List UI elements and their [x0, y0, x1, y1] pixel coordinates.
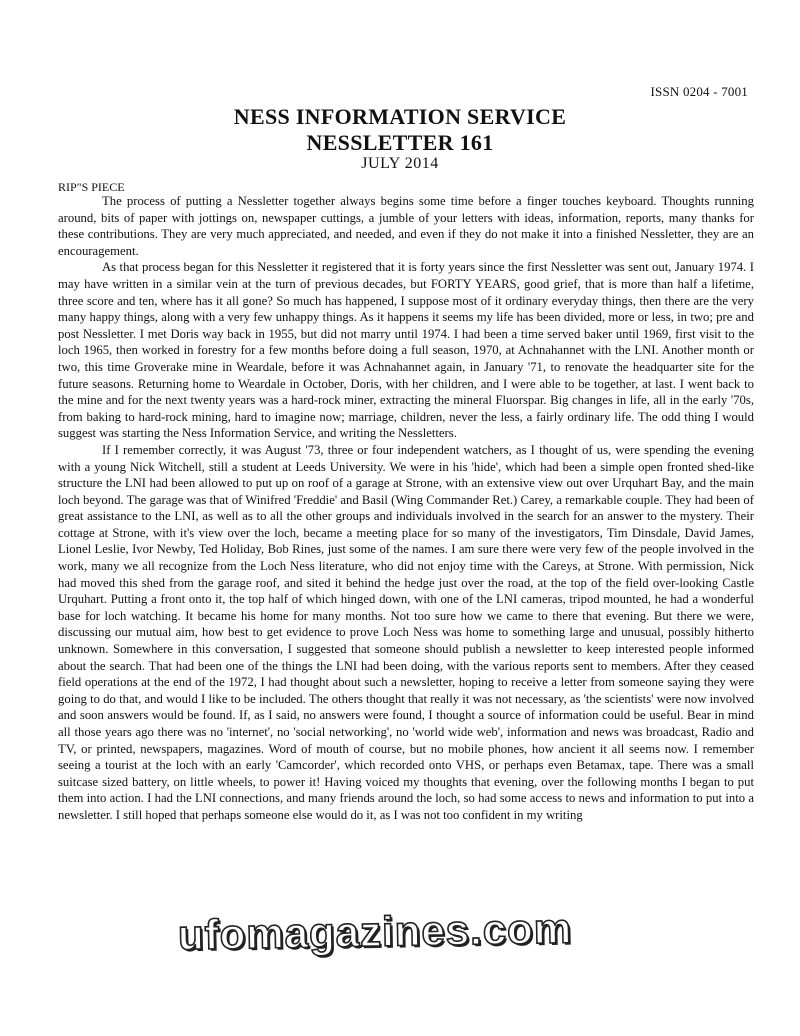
- section-heading: RIP"S PIECE: [58, 180, 125, 194]
- watermark: ufomagazines.com: [177, 904, 573, 959]
- article-body: [58, 193, 754, 824]
- issn-number: ISSN 0204 - 7001: [650, 84, 748, 99]
- issue-title: NESSLETTER 161: [306, 130, 494, 155]
- paragraph-3: If I remember correctly, it was August '73, three or four independent watchers, as I thought of us, were spending the evening with a young Nick Witchell, still a student at Leeds University. We were in his 'hide', which had been a simple open fronted shed-like structure the LNI had been allowed to put up on roof of a garage at Strone, with an extensive view out over Urquhart Bay, and the main loch beyond. The garage was that of Winifred 'Freddie' and Basil (Wing Commander Ret.) Carey, a remarkable couple. They had been of great assistance to the LNI, as well as to all the other groups and individuals involved in the search for an answer to the mystery. Their cottage at Strone, with it's view over the loch, became a meeting place for so many of the investigators, Tim Dinsdale, David James, Lionel Leslie, Ivor Newby, Ted Holiday, Bob Rines, just some of the names. I am sure there were very few of the people involved in the work, many we all recognize from the Loch Ness literature, who did not enjoy time with the Careys, at Strone. With permission, Nick had moved this shed from the garage roof, and sited it behind the hedge just over the road, at the top of the field over-looking Castle Urquhart. Putting a front onto it, the top half of which hinged down, with one of the LNI cameras, tripod mounted, he had a wonderful base for loch watching. It became his home for many months. Not too sure how we came to there that evening. But there we were, discussing our mutual aim, how best to get evidence to prove Loch Ness was home to something large and unusual, possibly hitherto unknown. Somewhere in this conversation, I suggested that someone should publish a newsletter to keep interested people informed about the search. That had been one of the things the LNI had been doing, with the various reports sent to members. After they ceased field operations at the end of the 1972, I had thought about such a newsletter, hoping to receive a letter from someone saying they were going to do that, and would I like to be included. The others thought that really it was not necessary, as 'the scientists' were now involved and soon answers would be found. If, as I said, no answers were found, I thought a source of information could be useful. Bear in mind all those years ago there was no 'internet', no 'social networking', no 'world wide web', information and news was broadcast, Radio and TV, or printed, newspapers, magazines. Word of mouth of course, but no mobile phones, how ancient it all seems now. I remember seeing a tourist at the loch with an early 'Camcorder', which recorded onto VHS, or perhaps even Betamax, tape. There was a small suitcase sized battery, on little wheels, to power it! Having voiced my thoughts that evening, over the following months I began to put them into action. I had the LNI connections, and many friends around the loch, so had some access to news and information to put into a newsletter. I still hoped that perhaps someone else would do it, as I was not too confident in my writing: [58, 442, 754, 822]
- publication-title: NESS INFORMATION SERVICE: [233, 104, 567, 129]
- issue-date: JULY 2014: [361, 155, 439, 172]
- paragraph-2: As that process began for this Nessletter it registered that it is forty years since the first Nessletter was sent out, January 1974. I may have written in a similar vein at the turn of previous decades, but FORTY YEARS, good grief, that is more than half a lifetime, three score and ten, where has it all gone? So much has happened, I suppose most of it ordinary everyday things, then there are the very many happy things, along with a very few unhappy things. As it happens it seems my life has been divided, more or less, in two; pre and post Nessletter. I met Doris way back in 1955, but did not marry until 1974. I had been a time served baker until 1969, first visit to the loch 1965, then worked in forestry for a few months before doing a full season, 1970, at Achnahannet with the LNI. Another month or two, this time Groverake mine in Weardale, before it was Achnahannet again, in January '71, to renovate the headquarter site for the future seasons. Returning home to Weardale in October, Doris, with her children, and I were able to be together, at last. I went back to the mine and for the next twenty years was a hard-rock miner, extracting the mineral Fluorspar. Big changes in life, all in the early '70s, from baking to hard-rock mining, hard to imagine now; marriage, children, never the less, a fairly ordinary life. The odd thing I would suggest was starting the Ness Information Service, and writing the Nessletters.: [58, 260, 754, 441]
- paragraph-1: The process of putting a Nessletter together always begins some time before a finger touches keyboard. Thoughts running around, bits of paper with jottings on, newspaper cuttings, a jumble of your letters with ideas, information, reports, many thanks for these contributions. They are very much appreciated, and needed, and even if they do not make it into a finished Nessletter, they are an encouragement.: [58, 194, 754, 258]
